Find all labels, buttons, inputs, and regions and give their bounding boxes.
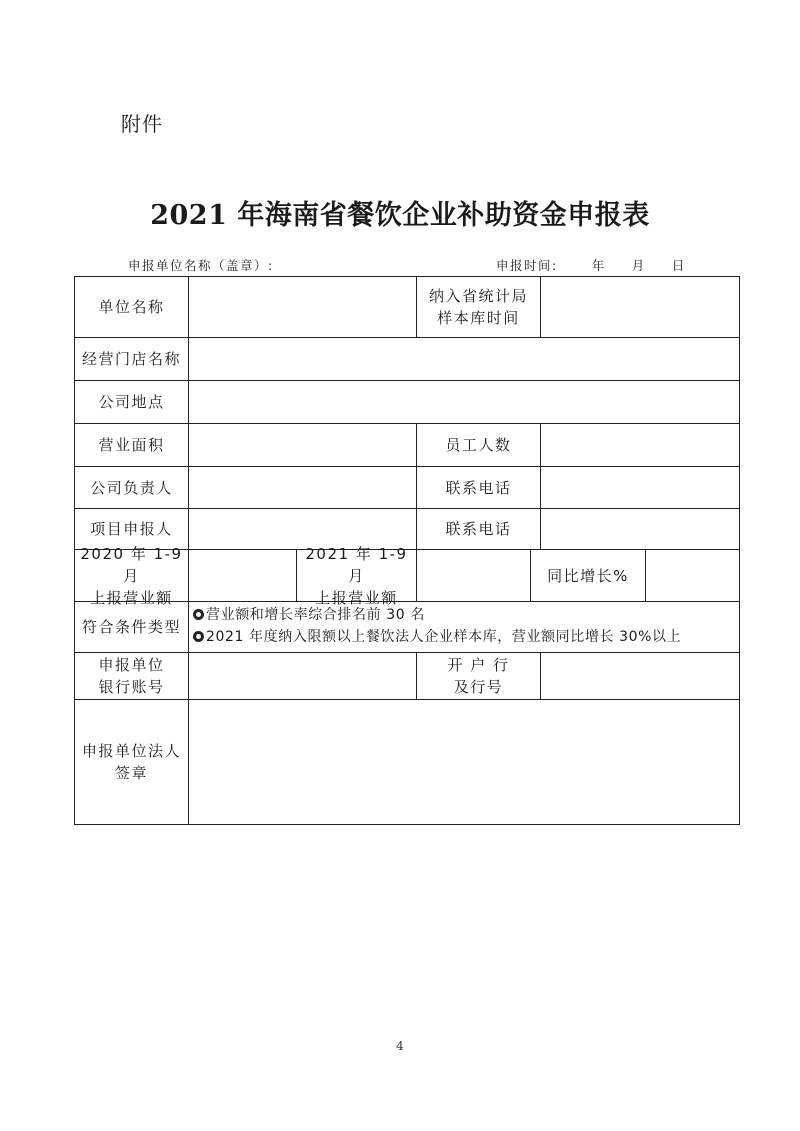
revenue-2020-field[interactable] [189,550,296,601]
date-label: 申报时间: [496,258,558,273]
project-applicant-label: 项目申报人 [90,520,173,538]
company-head-label: 公司负责人 [90,478,173,497]
store-name-field[interactable] [189,338,739,380]
day-label: 日 [671,258,686,273]
bank-name-label: 开 户 行 及行号 [447,656,510,696]
applicant-phone-field[interactable] [541,509,739,549]
company-head-field[interactable] [189,467,416,508]
page-number: 4 [396,1039,404,1053]
condition-option-2[interactable]: 2021 年度纳入限额以上餐饮法人企业样本库，营业额同比增长 30%以上 [193,626,681,648]
company-address-field[interactable] [189,381,739,423]
radio-bullet-icon[interactable] [193,609,204,620]
bank-name-field[interactable] [541,653,739,699]
revenue-2021-field[interactable] [417,550,530,601]
condition-type-label: 符合条件类型 [81,618,181,636]
revenue-2020-label: 2020 年 1-9 月 上报营业额 [80,544,183,607]
business-area-label: 营业面积 [98,436,165,454]
legal-signature-field[interactable] [189,700,739,824]
application-form-table [74,276,740,825]
bank-account-label: 申报单位 银行账号 [98,656,165,696]
condition-option-1[interactable]: 营业额和增长率综合排名前 30 名 [193,604,681,626]
business-area-field[interactable] [189,424,416,466]
application-date [496,256,686,274]
bank-account-field[interactable] [189,653,416,699]
yoy-growth-field[interactable] [646,550,739,601]
radio-bullet-icon[interactable] [193,631,204,642]
revenue-2021-label: 2021 年 1-9 月 上报营业额 [305,544,408,607]
contact-phone-label: 联系电话 [445,478,512,497]
unit-name-label: 单位名称 [98,298,165,316]
applicant-phone-label: 联系电话 [445,520,512,538]
year-label: 年 [591,258,606,273]
yoy-growth-label: 同比增长% [547,566,629,585]
applicant-label: 申报单位名称（盖章）: [128,258,274,273]
stats-entry-date-label: 纳入省统计局 样本库时间 [428,287,528,327]
contact-phone-field[interactable] [541,467,739,508]
document-title: 2021 年海南省餐饮企业补助资金申报表 [150,200,650,231]
month-label: 月 [631,258,646,273]
attachment-label: 附件 [121,112,163,136]
unit-name-field[interactable] [189,277,416,337]
employee-count-field[interactable] [541,424,739,466]
store-name-label: 经营门店名称 [81,350,181,368]
condition-options [193,604,681,648]
stats-entry-date-field[interactable] [541,277,739,337]
company-address-label: 公司地点 [98,393,165,411]
legal-signature-label: 申报单位法人 签章 [81,742,181,782]
employee-count-label: 员工人数 [445,436,512,454]
